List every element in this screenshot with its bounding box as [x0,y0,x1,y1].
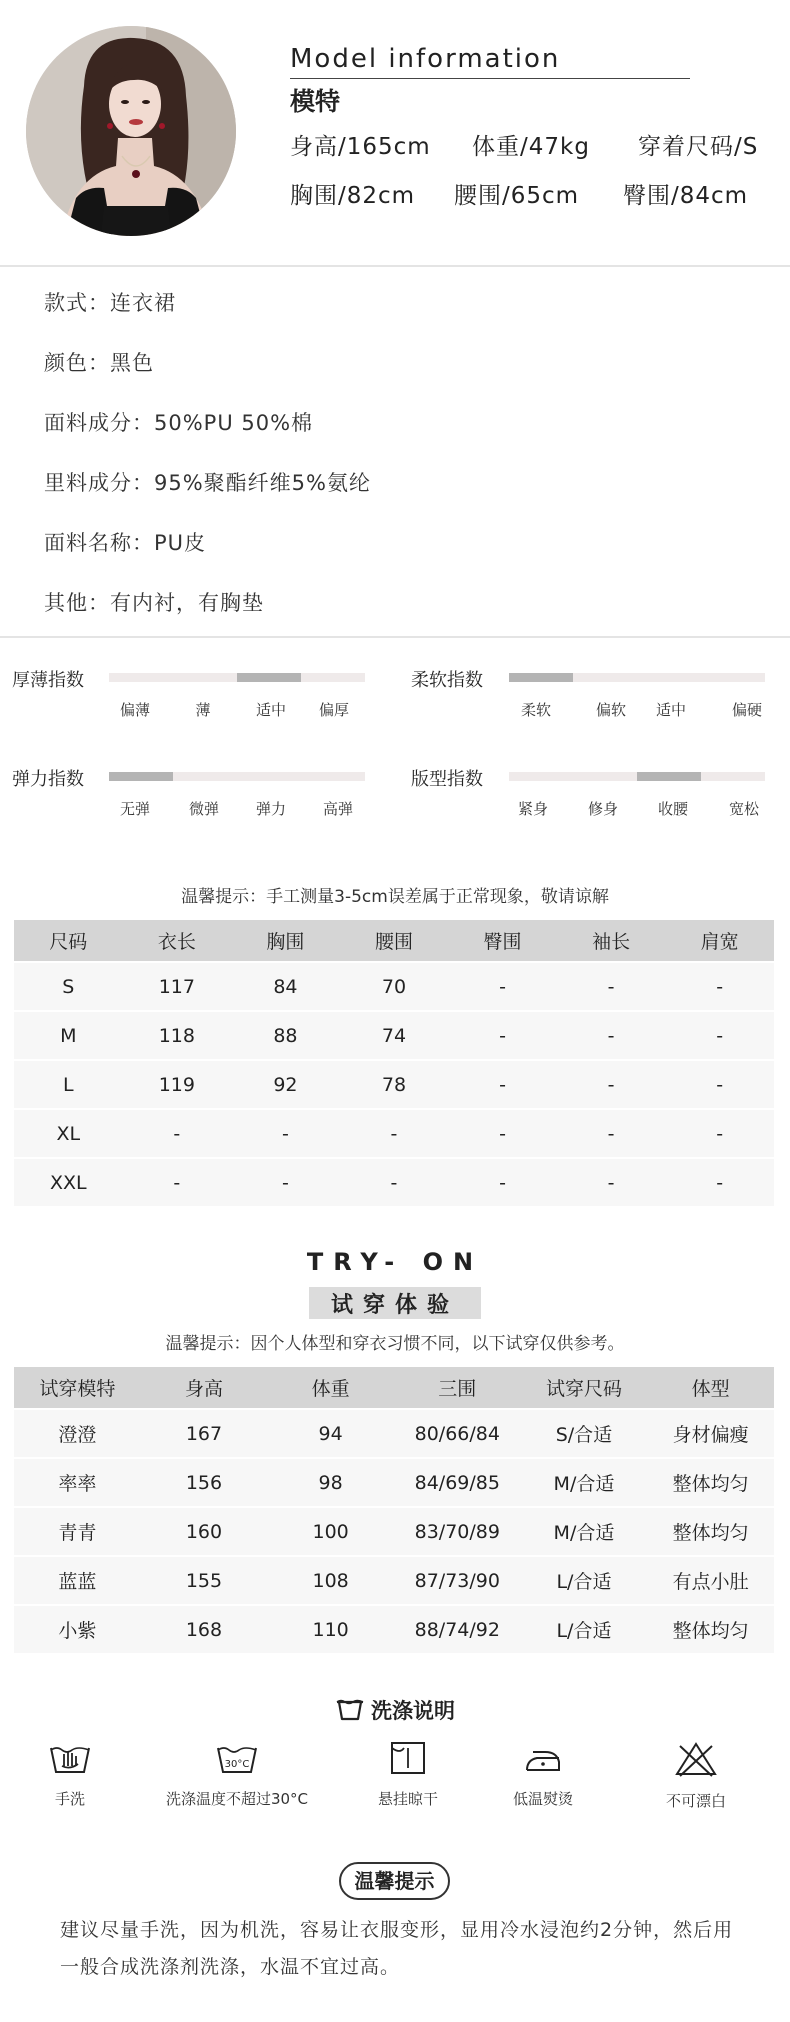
index-tick: 宽松 [728,800,760,818]
size-table-tip: 温馨提示：手工测量3-5cm误差属于正常现象，敬请谅解 [181,887,609,907]
table-cell: 100 [267,1507,394,1556]
index-tick: 弹力 [255,800,287,818]
model-hip: 臀围/84cm [623,183,749,209]
index-label: 柔软指数 [411,670,483,691]
table-cell: - [448,1011,557,1060]
model-photo-illustration [26,26,236,236]
table-cell: 80/66/84 [394,1409,521,1458]
table-cell: - [448,1158,557,1207]
table-row [14,1409,774,1458]
table-cell: - [448,1060,557,1109]
index-tick: 偏软 [595,701,627,719]
table-header-row [14,920,774,962]
table-cell: 88 [231,1011,340,1060]
index-label: 弹力指数 [12,769,84,790]
table-cell: 整体均匀 [647,1507,774,1556]
index-tick: 微弹 [188,800,220,818]
wash-basin-icon [335,1698,365,1722]
table-cell: L/合适 [521,1605,648,1654]
table-cell: - [557,1011,666,1060]
index-track [109,673,365,682]
model-bust: 胸围/82cm [290,183,416,209]
table-cell: 84/69/85 [394,1458,521,1507]
table-header-cell: 衣长 [123,920,232,962]
index-tick: 收腰 [657,800,689,818]
table-cell: L/合适 [521,1556,648,1605]
table-cell: 108 [267,1556,394,1605]
table-row [14,1011,774,1060]
table-header-cell: 肩宽 [665,920,774,962]
index-tick: 紧身 [517,800,549,818]
index-label: 版型指数 [411,769,483,790]
table-cell: - [448,962,557,1011]
index-tick: 柔软 [520,701,552,719]
table-header-cell: 体型 [647,1367,774,1409]
table-cell: S [14,962,123,1011]
size-table [14,920,774,1208]
table-cell: 青青 [14,1507,141,1556]
tryon-title-cn: 试穿体验 [330,1293,459,1318]
table-cell: S/合适 [521,1409,648,1458]
model-avatar [26,26,236,236]
table-row [14,1605,774,1654]
table-header-cell: 腰围 [340,920,449,962]
table-cell: 168 [141,1605,268,1654]
table-cell: 92 [231,1060,340,1109]
table-cell: - [557,962,666,1011]
table-cell: 83/70/89 [394,1507,521,1556]
model-height: 身高/165cm [290,134,431,160]
model-size: 穿着尺码/S [638,134,759,160]
table-header-row [14,1367,774,1409]
tryon-tip: 温馨提示：因个人体型和穿衣习惯不同，以下试穿仅供参考。 [165,1334,625,1354]
table-cell: 84 [231,962,340,1011]
section-divider [0,636,790,638]
table-cell: 167 [141,1409,268,1458]
index-track [509,673,765,682]
attr-fabric: 面料成分：50%PU 50%棉 [44,411,314,435]
table-cell: 98 [267,1458,394,1507]
tryon-table [14,1367,774,1655]
table-cell: 88/74/92 [394,1605,521,1654]
table-cell: - [448,1109,557,1158]
table-header-cell: 袖长 [557,920,666,962]
table-row [14,1458,774,1507]
wash-title [0,1695,790,1725]
table-header-cell: 胸围 [231,920,340,962]
attr-style: 款式：连衣裙 [44,291,176,315]
wash-label: 手洗 [54,1790,85,1808]
index-indicator [509,673,573,682]
table-cell: M/合适 [521,1458,648,1507]
model-title-divider [290,78,690,79]
table-cell: - [340,1158,449,1207]
index-indicator [237,673,301,682]
model-info-section [0,0,790,266]
table-cell: 70 [340,962,449,1011]
index-tick: 偏硬 [731,701,763,719]
index-label: 厚薄指数 [12,670,84,691]
index-tick: 薄 [195,701,211,719]
no-bleach-icon [674,1740,718,1778]
attr-color: 颜色：黑色 [44,351,154,375]
table-cell: - [557,1060,666,1109]
wash-label: 不可漂白 [665,1792,726,1810]
table-header-cell: 试穿模特 [14,1367,141,1409]
table-cell: 蓝蓝 [14,1556,141,1605]
table-cell: 身材偏瘦 [647,1409,774,1458]
model-waist: 腰围/65cm [454,183,580,209]
low-iron-icon [521,1740,565,1776]
table-cell: L [14,1060,123,1109]
notice-text: 建议尽量手洗，因为机洗，容易让衣服变形，显用冷水浸泡约2分钟，然后用一般合成洗涤剂洗涤，水温不宜过高。 [60,1919,734,1978]
model-weight: 体重/47kg [472,134,590,160]
attr-other: 其他：有内衬，有胸垫 [44,591,264,615]
table-cell: 78 [340,1060,449,1109]
table-header-cell: 体重 [267,1367,394,1409]
hang-dry-icon [388,1740,428,1776]
notice-badge: 温馨提示 [339,1862,450,1900]
table-cell: 94 [267,1409,394,1458]
wash-30c-icon-text: 30°C [224,1759,250,1770]
index-tick: 适中 [655,701,687,719]
table-cell: - [665,1158,774,1207]
attr-fabric-name: 面料名称：PU皮 [44,531,207,555]
table-row [14,1109,774,1158]
attr-lining: 里料成分：95%聚酯纤维5%氨纶 [44,471,371,495]
table-row [14,1060,774,1109]
table-row [14,1158,774,1207]
table-cell: 整体均匀 [647,1458,774,1507]
index-track [109,772,365,781]
index-tick: 偏厚 [318,701,350,719]
table-row [14,1556,774,1605]
table-cell: 117 [123,962,232,1011]
table-cell: - [231,1109,340,1158]
wash-item-30c [137,1740,337,1809]
table-header-cell: 试穿尺码 [521,1367,648,1409]
wash-item-no-bleach [596,1740,790,1811]
table-header-cell: 臀围 [448,920,557,962]
table-cell: 160 [141,1507,268,1556]
table-cell: XL [14,1109,123,1158]
table-cell: 率率 [14,1458,141,1507]
index-tick: 高弹 [322,800,354,818]
table-header-cell: 身高 [141,1367,268,1409]
table-cell: - [665,1011,774,1060]
table-cell: - [123,1158,232,1207]
table-cell: - [665,962,774,1011]
table-cell: - [557,1158,666,1207]
wash-title-text: 洗涤说明 [371,1699,455,1723]
table-header-cell: 三围 [394,1367,521,1409]
table-cell: 整体均匀 [647,1605,774,1654]
table-cell: - [665,1109,774,1158]
table-cell: - [340,1109,449,1158]
wash-label: 悬挂晾干 [377,1790,438,1808]
table-cell: 87/73/90 [394,1556,521,1605]
table-cell: XXL [14,1158,123,1207]
table-cell: - [665,1060,774,1109]
table-cell: 155 [141,1556,268,1605]
index-tick: 无弹 [119,800,151,818]
table-cell: - [123,1109,232,1158]
index-track [509,772,765,781]
wash-label: 低温熨烫 [512,1790,573,1808]
table-cell: 118 [123,1011,232,1060]
table-cell: M/合适 [521,1507,648,1556]
table-cell: 110 [267,1605,394,1654]
index-tick: 修身 [587,800,619,818]
tryon-title-en: TRY- ON [306,1248,484,1276]
table-cell: 澄澄 [14,1409,141,1458]
table-cell: - [231,1158,340,1207]
index-indicator [109,772,173,781]
table-row [14,962,774,1011]
index-indicator [637,772,701,781]
section-divider [0,265,790,267]
table-cell: 156 [141,1458,268,1507]
table-cell: M [14,1011,123,1060]
index-tick: 偏薄 [119,701,151,719]
table-cell: 小紫 [14,1605,141,1654]
table-cell: 119 [123,1060,232,1109]
model-title-cn: 模特 [290,87,341,116]
table-row [14,1507,774,1556]
wash-30c-icon [215,1740,259,1776]
model-title-en: Model information [290,44,561,74]
index-tick: 适中 [255,701,287,719]
table-header-cell: 尺码 [14,920,123,962]
table-cell: 74 [340,1011,449,1060]
hand-wash-icon [48,1740,92,1776]
table-cell: - [557,1109,666,1158]
wash-label: 洗涤温度不超过30°C [165,1790,309,1808]
table-cell: 有点小肚 [647,1556,774,1605]
